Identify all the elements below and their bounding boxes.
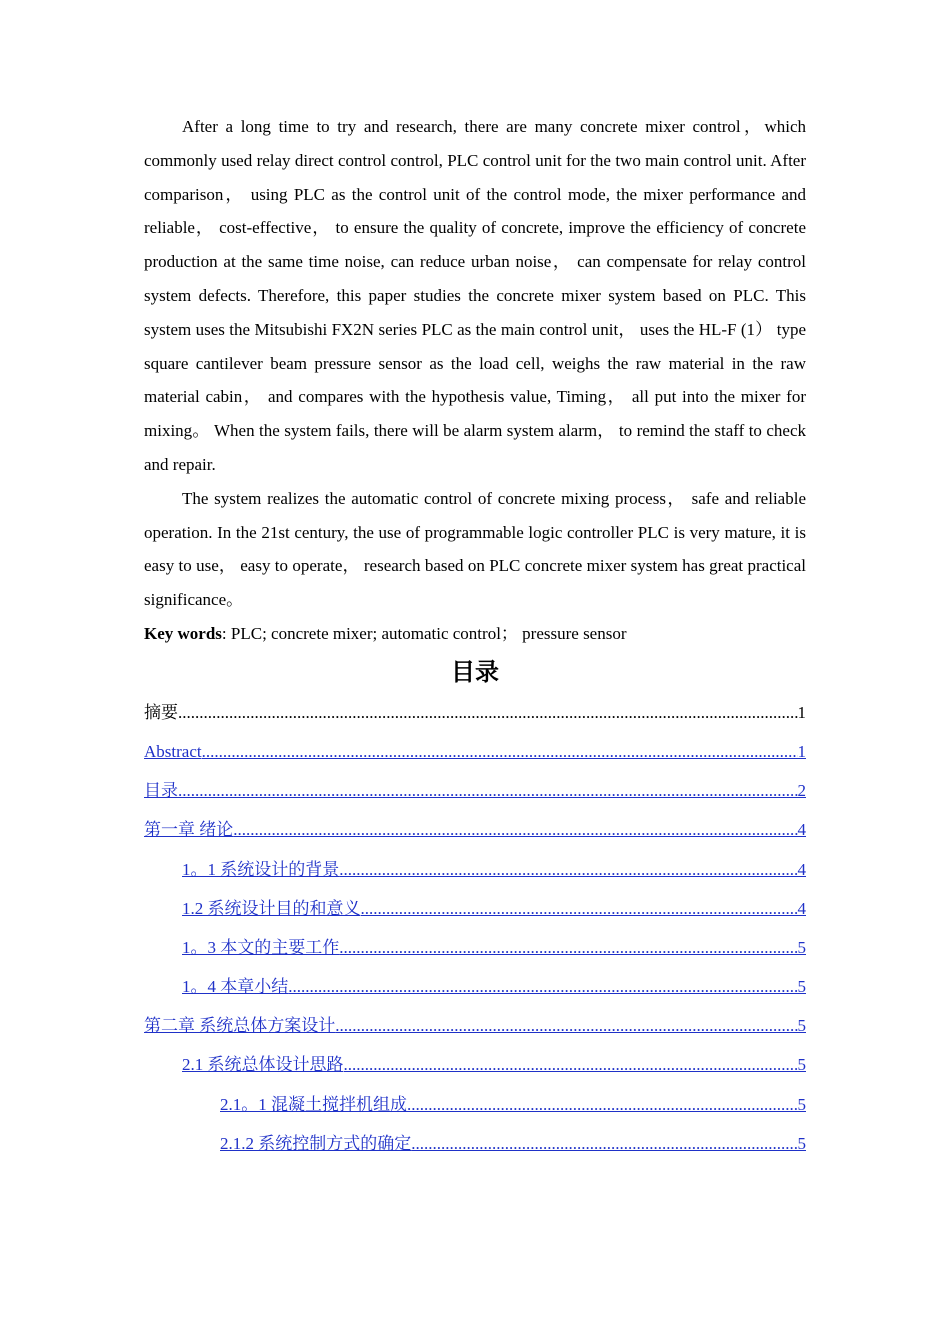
abstract-paragraph-1: After a long time to try and research, there are many concrete mixer control，which commonly used relay direct control control, PLC control unit for the two main control unit. After comparison， using PLC as the control unit of the control mode, the mixer performance and reliable， cost-effective， to ensure the quality of concrete, improve the efficiency of concrete production at the same time noise, can reduce urban noise， can compensate for relay control system defects. Therefore, this paper studies the concrete mixer system based on PLC. This system uses the Mitsubishi FX2N series PLC as the main control unit， uses the HL-F (1） type square cantilever beam pressure sensor as the load cell, weighs the raw material in the raw material cabin， and compares with the hypothesis value, Timing， all put into the mixer for mixing。 When the system fails, there will be alarm system alarm， to remind the staff to check and repair. [144, 117, 806, 474]
toc-entry-page[interactable]: 1 [797, 741, 806, 761]
toc-leader-dots [411, 1124, 797, 1163]
toc-entry-page[interactable]: 4 [797, 859, 806, 879]
toc-entry-page[interactable]: 5 [797, 1016, 806, 1036]
toc-leader-dots [178, 693, 798, 732]
toc-leader-dots [335, 1006, 797, 1045]
keywords-label: Key words [144, 623, 222, 643]
toc-entry-page[interactable]: 5 [797, 1094, 806, 1114]
toc-entry-label[interactable]: 1。1 系统设计的背景 [182, 859, 340, 879]
keywords-line [144, 617, 806, 651]
toc-entry-1-1[interactable] [144, 850, 806, 889]
toc-entry-label[interactable]: 1。3 本文的主要工作 [182, 937, 340, 957]
toc-leader-dots [233, 810, 797, 849]
toc-entry-1-4[interactable] [144, 967, 806, 1006]
document-page [144, 110, 806, 1163]
toc-entry-2-1-2[interactable] [144, 1124, 806, 1163]
toc-entry-page[interactable]: 5 [797, 1133, 806, 1153]
toc-entry-page[interactable]: 2 [797, 781, 806, 801]
toc-entry-page: 1 [797, 702, 806, 722]
toc-entry-label[interactable]: 2.1。1 混凝土搅拌机组成 [220, 1094, 407, 1114]
toc-entry-2-1[interactable] [144, 1045, 806, 1084]
toc-entry-page[interactable]: 5 [797, 937, 806, 957]
toc-leader-dots [339, 928, 797, 967]
keywords-text: : PLC; concrete mixer; automatic control； pressure sensor [221, 623, 627, 643]
abstract-paragraph-2: The system realizes the automatic control of concrete mixing process， safe and reliable operation. In the 21st century, the use of programmable logic controller PLC is very mature, it is easy to use， easy to operate， research based on PLC concrete mixer system has great practical significance。 [144, 488, 806, 610]
toc-leader-dots [202, 732, 798, 771]
toc-leader-dots [344, 1045, 798, 1084]
toc-entry-label[interactable]: 1。4 本章小结 [182, 977, 289, 997]
toc-entry-page[interactable]: 4 [797, 820, 806, 840]
toc-entry-page[interactable]: 4 [797, 898, 806, 918]
toc-entry-label: 摘要 [144, 702, 178, 722]
toc-title: 目录 [451, 657, 499, 686]
toc-entry-2-1-1[interactable] [144, 1085, 806, 1124]
toc-entry-abstract-cn [144, 693, 806, 732]
toc-leader-dots [361, 889, 798, 928]
toc-entry-1-3[interactable] [144, 928, 806, 967]
toc-entry-chapter-1[interactable] [144, 810, 806, 849]
toc-entry-page[interactable]: 5 [797, 977, 806, 997]
toc-entry-label[interactable]: 2.1.2 系统控制方式的确定 [220, 1133, 412, 1153]
toc-leader-dots [407, 1085, 798, 1124]
toc-entry-page[interactable]: 5 [797, 1055, 806, 1075]
toc-entry-contents[interactable] [144, 771, 806, 810]
toc-entry-1-2[interactable] [144, 889, 806, 928]
toc-leader-dots [178, 771, 798, 810]
toc-entry-abstract[interactable] [144, 732, 806, 771]
toc-entry-label[interactable]: 目录 [144, 781, 178, 801]
toc-entry-label[interactable]: 第一章 绪论 [144, 820, 234, 840]
toc-entry-label[interactable]: Abstract [144, 741, 202, 761]
toc-entry-label[interactable]: 2.1 系统总体设计思路 [182, 1055, 344, 1075]
toc-leader-dots [339, 850, 797, 889]
toc-entry-chapter-2[interactable] [144, 1006, 806, 1045]
table-of-contents [144, 693, 806, 1163]
toc-entry-label[interactable]: 第二章 系统总体方案设计 [144, 1016, 336, 1036]
toc-leader-dots [288, 967, 797, 1006]
toc-entry-label[interactable]: 1.2 系统设计目的和意义 [182, 898, 361, 918]
